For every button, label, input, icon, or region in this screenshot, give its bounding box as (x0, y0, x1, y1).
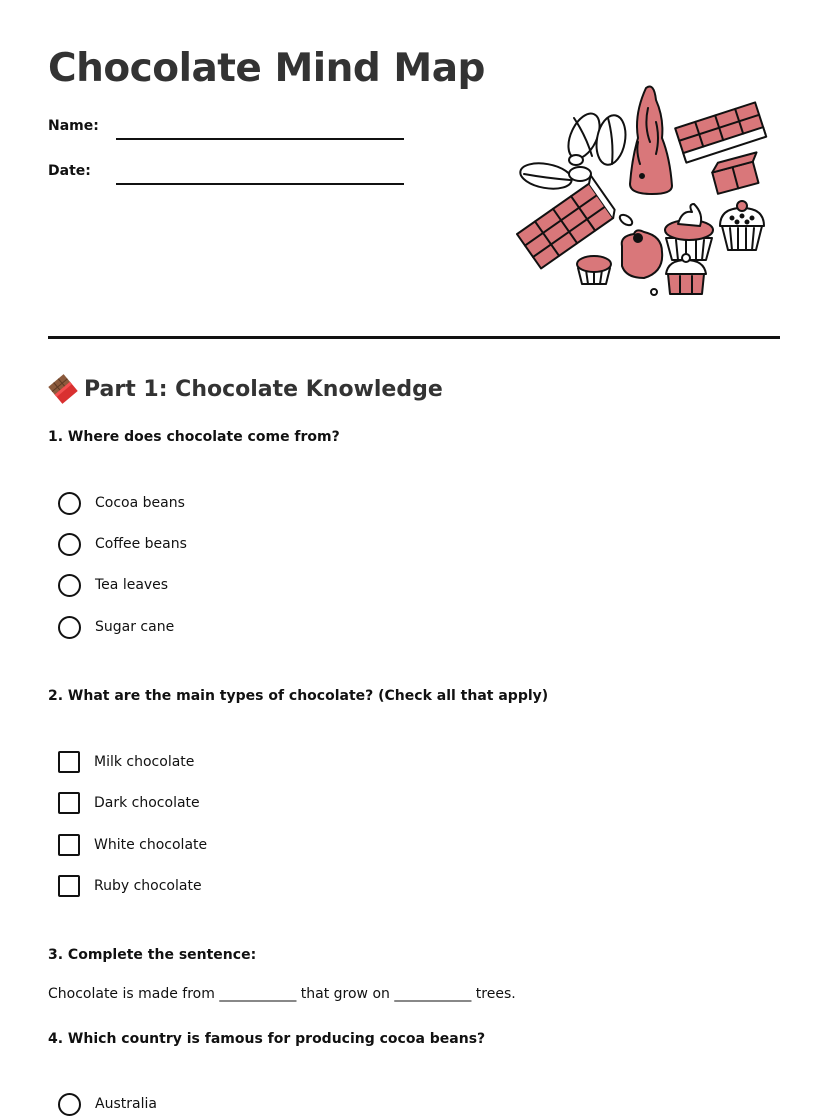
section-divider (48, 336, 780, 339)
option-label: White chocolate (94, 837, 208, 853)
q1-option-coffee-beans[interactable] (58, 531, 187, 557)
fill-in-sentence[interactable]: Chocolate is made from ___________ that grow on ___________ trees. (48, 986, 516, 1002)
checkbox[interactable] (58, 792, 80, 814)
q4-option-australia[interactable] (58, 1091, 157, 1117)
q2-option-white-chocolate[interactable] (58, 832, 207, 858)
option-label: Tea leaves (95, 577, 169, 593)
part1-title: Part 1: Chocolate Knowledge (84, 376, 443, 402)
option-label: Dark chocolate (94, 795, 200, 811)
question-2: 2. What are the main types of chocolate? (Check all that apply) (48, 688, 549, 704)
checkbox[interactable] (58, 875, 80, 897)
question-3: 3. Complete the sentence: (48, 947, 257, 963)
option-label: Sugar cane (95, 619, 175, 635)
option-label: Australia (95, 1096, 157, 1112)
q1-option-tea-leaves[interactable] (58, 572, 168, 598)
q1-option-sugar-cane[interactable] (58, 614, 174, 640)
q2-option-milk-chocolate[interactable] (58, 749, 194, 775)
date-input-line[interactable] (116, 183, 404, 185)
radio-button[interactable] (58, 574, 81, 597)
checkbox[interactable] (58, 834, 80, 856)
chocolate-treats-illustration (516, 78, 776, 306)
option-label: Cocoa beans (95, 495, 185, 511)
date-label: Date: (48, 163, 91, 179)
part1-heading (48, 374, 443, 404)
name-label: Name: (48, 118, 99, 134)
checkbox[interactable] (58, 751, 80, 773)
radio-button[interactable] (58, 616, 81, 639)
option-label: Coffee beans (95, 536, 187, 552)
name-input-line[interactable] (116, 138, 404, 140)
radio-button[interactable] (58, 492, 81, 515)
q2-option-ruby-chocolate[interactable] (58, 873, 202, 899)
radio-button[interactable] (58, 533, 81, 556)
radio-button[interactable] (58, 1093, 81, 1116)
q2-option-dark-chocolate[interactable] (58, 790, 200, 816)
page-title: Chocolate Mind Map (48, 46, 485, 91)
option-label: Milk chocolate (94, 754, 195, 770)
option-label: Ruby chocolate (94, 878, 202, 894)
question-4: 4. Which country is famous for producing cocoa beans? (48, 1031, 486, 1047)
q1-option-cocoa-beans[interactable] (58, 490, 185, 516)
chocolate-bar-icon (48, 374, 78, 404)
question-1: 1. Where does chocolate come from? (48, 429, 340, 445)
